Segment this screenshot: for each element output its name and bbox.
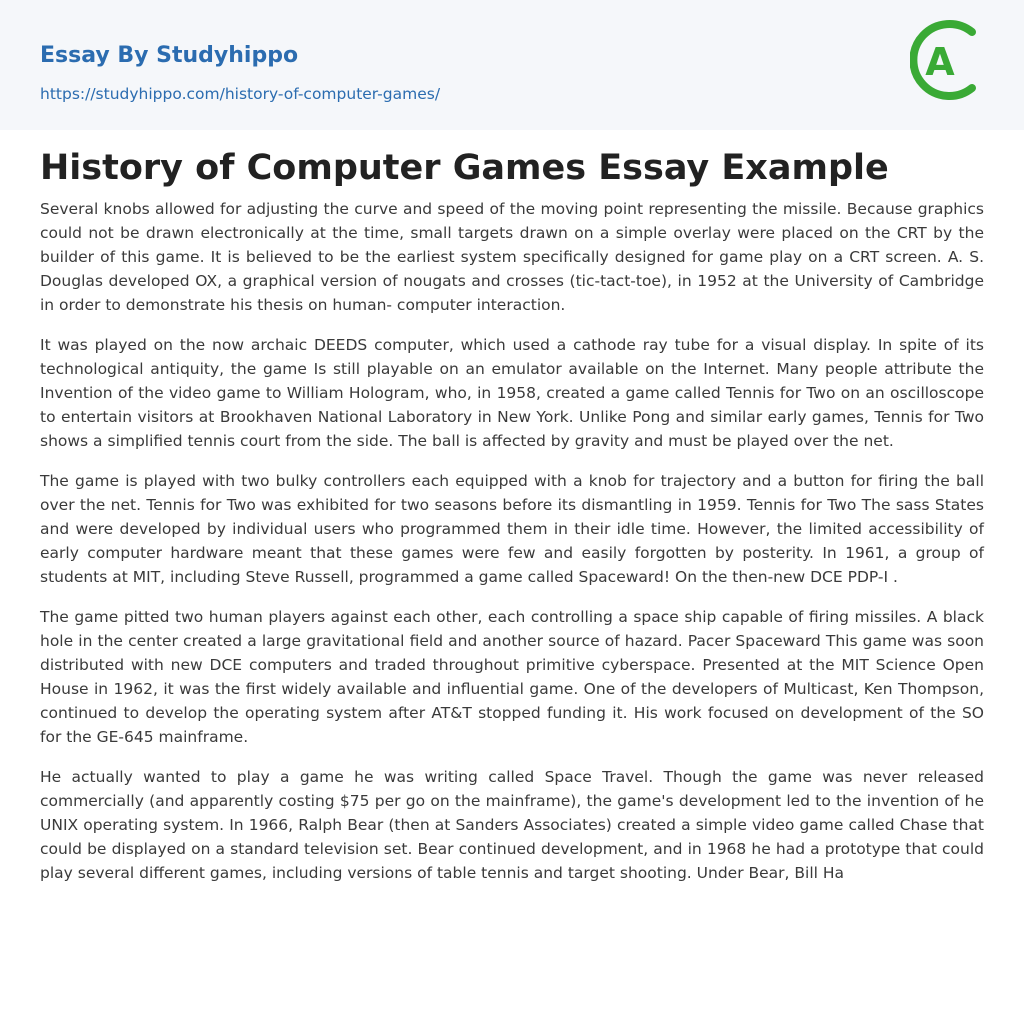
page-url-link[interactable]: https://studyhippo.com/history-of-computer-games/ xyxy=(40,85,441,103)
article-content xyxy=(40,146,984,901)
logo-letter: A xyxy=(925,40,955,84)
site-header xyxy=(0,0,1024,130)
article-paragraph-1: Several knobs allowed for adjusting the curve and speed of the moving point representing the missile. Because graphics could not be drawn electronically at the time, small targets drawn on a simple overlay were placed on the CRT by the builder of this game. It is believed to be the earliest system specifically designed for game play on a CRT screen. A. S. Douglas developed OX, a graphical version of nougats and crosses (tic-tact-toe), in 1952 at the University of Cambridge in order to demonstrate his thesis on human- computer interaction. xyxy=(40,200,984,314)
site-brand[interactable]: Essay By Studyhippo xyxy=(40,43,299,68)
article-paragraph-3: The game is played with two bulky controllers each equipped with a knob for trajectory and a button for firing the ball over the net. Tennis for Two was exhibited for two seasons before its dismantling in 1959. Tennis for Two The sass States and were developed by individual users who programmed them in their idle time. However, the limited accessibility of early computer hardware meant that these games were few and easily forgotten by posterity. In 1961, a group of students at MIT, including Steve Russell, programmed a game called Spaceward! On the then-new DCE PDP-I . xyxy=(40,472,984,586)
studyhippo-logo[interactable] xyxy=(910,18,990,108)
article-title: History of Computer Games Essay Example xyxy=(40,148,889,188)
article-paragraph-4: The game pitted two human players against each other, each controlling a space ship capable of firing missiles. A black hole in the center created a large gravitational field and another source of hazard. Pacer Spaceward This game was soon distributed with new DCE computers and traded throughout primitive cyberspace. Presented at the MIT Science Open House in 1962, it was the first widely available and influential game. One of the developers of Multicast, Ken Thompson, continued to develop the operating system after AT&T stopped funding it. His work focused on development of the SO for the GE-645 mainframe. xyxy=(40,608,984,746)
article-paragraph-5: He actually wanted to play a game he was writing called Space Travel. Though the game was never released commercially (and apparently costing $75 per go on the mainframe), the game's development led to the invention of he UNIX operating system. In 1966, Ralph Bear (then at Sanders Associates) created a simple video game called Chase that could be displayed on a standard television set. Bear continued development, and in 1968 he had a prototype that could play several different games, including versions of table tennis and target shooting. Under Bear, Bill Ha xyxy=(40,768,984,882)
logo-ring-icon xyxy=(910,18,990,108)
article-paragraph-2: It was played on the now archaic DEEDS computer, which used a cathode ray tube for a visual display. In spite of its technological antiquity, the game Is still playable on an emulator available on the Internet. Many people attribute the Invention of the video game to William Hologram, who, in 1958, created a game called Tennis for Two on an oscilloscope to entertain visitors at Brookhaven National Laboratory in New York. Unlike Pong and similar early games, Tennis for Two shows a simplified tennis court from the side. The ball is affected by gravity and must be played over the net. xyxy=(40,336,984,450)
